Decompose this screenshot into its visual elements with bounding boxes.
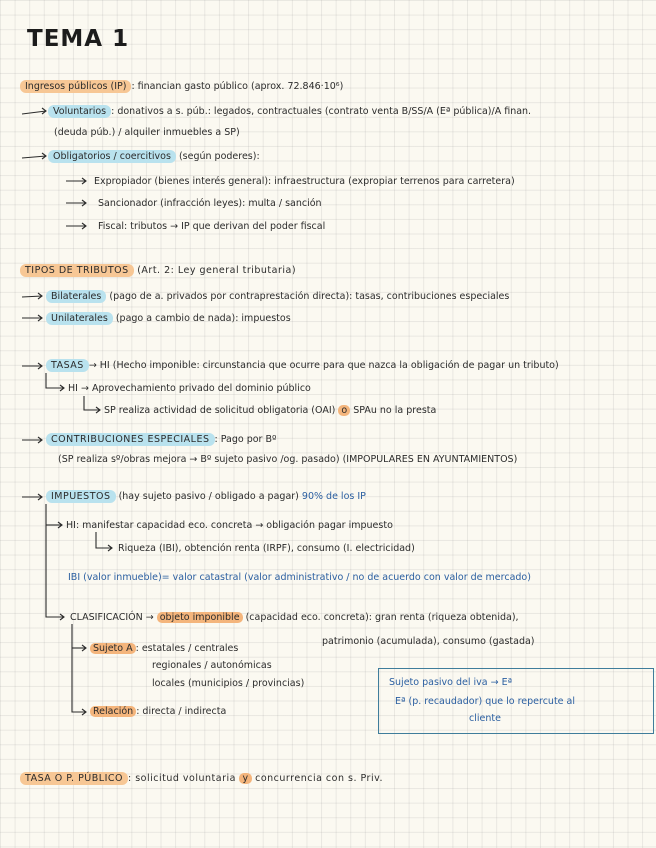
voluntarios-line xyxy=(48,105,531,118)
voluntarios-label: Voluntarios xyxy=(48,105,111,118)
contribuciones-desc: : Pago por Bº xyxy=(214,434,277,445)
iva-note-line2: Eª (p. recaudador) que lo repercute al xyxy=(395,696,576,707)
relacion-desc: : directa / indirecta xyxy=(136,706,227,717)
tasa-precio-publico-desc-b: concurrencia con s. Priv. xyxy=(255,773,384,784)
contribuciones-line xyxy=(46,433,276,446)
impuestos-pct: 90% de los IP xyxy=(301,491,366,502)
ingresos-publicos-heading xyxy=(20,80,343,93)
tasas-sp-b: SPAu no la presta xyxy=(353,405,437,416)
impuestos-line xyxy=(46,490,366,503)
tipos-tributos-heading xyxy=(20,264,296,277)
iva-note-line3: cliente xyxy=(469,713,501,724)
tasas-desc: → HI (Hecho imponible: circunstancia que ocurre para que nazca la obligación de pagar un tributo) xyxy=(88,360,559,371)
unilaterales-line xyxy=(46,312,291,325)
iva-note-box xyxy=(378,668,654,734)
tipos-tributos-label: TIPOS DE TRIBUTOS xyxy=(20,264,134,277)
unilaterales-desc: (pago a cambio de nada): impuestos xyxy=(115,313,291,324)
tasa-precio-publico-desc-a: : solicitud voluntaria xyxy=(127,773,236,784)
impuestos-desc: (hay sujeto pasivo / obligado a pagar) xyxy=(118,491,299,502)
unilaterales-label: Unilaterales xyxy=(46,312,113,325)
ingresos-publicos-desc: : financian gasto público (aprox. 72.846·10⁶) xyxy=(131,81,344,92)
tasas-label: TASAS xyxy=(46,359,89,372)
obligatorios-desc: (según poderes): xyxy=(178,151,260,162)
tasa-precio-publico-line xyxy=(20,772,383,785)
contribuciones-label: CONTRIBUCIONES ESPECIALES xyxy=(46,433,215,446)
ingresos-publicos-label: Ingresos públicos (IP) xyxy=(20,80,131,93)
page-title: TEMA 1 xyxy=(27,26,130,52)
fiscal-item: Fiscal: tributos → IP que derivan del poder fiscal xyxy=(98,221,326,232)
bilaterales-label: Bilaterales xyxy=(46,290,106,303)
relacion-line xyxy=(90,705,226,718)
clasificacion-label: CLASIFICACIÓN → xyxy=(70,612,154,623)
tasa-precio-publico-label: TASA O P. PÚBLICO xyxy=(20,772,128,785)
clasificacion-line xyxy=(70,611,519,624)
obligatorios-label: Obligatorios / coercitivos xyxy=(48,150,176,163)
sancionador-item: Sancionador (infracción leyes): multa / sanción xyxy=(98,198,322,209)
expropiador-item: Expropiador (bienes interés general): infraestructura (expropiar terrenos para carretera) xyxy=(94,176,515,187)
sujeto-desc: : estatales / centrales xyxy=(135,643,239,654)
relacion-label: Relación xyxy=(90,706,136,717)
voluntarios-cont: (deuda púb.) / alquiler inmuebles a SP) xyxy=(54,127,240,138)
voluntarios-desc: : donativos a s. púb.: legados, contractuales (contrato venta B/SS/A (Eª pública)/A finan. xyxy=(111,106,532,117)
bilaterales-line xyxy=(46,290,509,303)
tasas-sp-a: SP realiza actividad de solicitud obligatoria (OAI) xyxy=(104,405,336,416)
tasas-sp-o: o xyxy=(338,405,350,416)
ibi-note: IBI (valor inmueble)= valor catastral (valor administrativo / no de acuerdo con valor de mercado) xyxy=(68,572,531,583)
bilaterales-desc: (pago de a. privados por contraprestación directa): tasas, contribuciones especiales xyxy=(109,291,510,302)
sujeto-locales: locales (municipios / provincias) xyxy=(152,678,305,689)
tipos-tributos-desc: (Art. 2: Ley general tributaria) xyxy=(137,265,297,276)
obligatorios-line xyxy=(48,150,260,163)
clasificacion-desc: (capacidad eco. concreta): gran renta (riqueza obtenida), xyxy=(245,612,519,623)
sujeto-line xyxy=(90,642,238,655)
tasas-line xyxy=(46,359,559,372)
impuestos-label: IMPUESTOS xyxy=(46,490,116,503)
objeto-imponible: objeto imponible xyxy=(157,612,243,623)
sujeto-label: Sujeto A xyxy=(90,643,136,654)
tasa-precio-publico-y: y xyxy=(239,773,251,784)
iva-note-line1: Sujeto pasivo del iva → Eª xyxy=(389,677,513,688)
impuestos-riqueza: Riqueza (IBI), obtención renta (IRPF), consumo (I. electricidad) xyxy=(118,543,415,554)
tasas-sp xyxy=(104,404,436,417)
impuestos-hi: HI: manifestar capacidad eco. concreta → obligación pagar impuesto xyxy=(66,520,393,531)
tasas-hi: HI → Aprovechamiento privado del dominio público xyxy=(68,383,311,394)
clasificacion-cont: patrimonio (acumulada), consumo (gastada) xyxy=(322,636,535,647)
sujeto-regionales: regionales / autonómicas xyxy=(152,660,272,671)
contribuciones-line2: (SP realiza sº/obras mejora → Bº sujeto pasivo /og. pasado) (IMPOPULARES EN AYUNTAMIENTOS) xyxy=(58,454,518,465)
